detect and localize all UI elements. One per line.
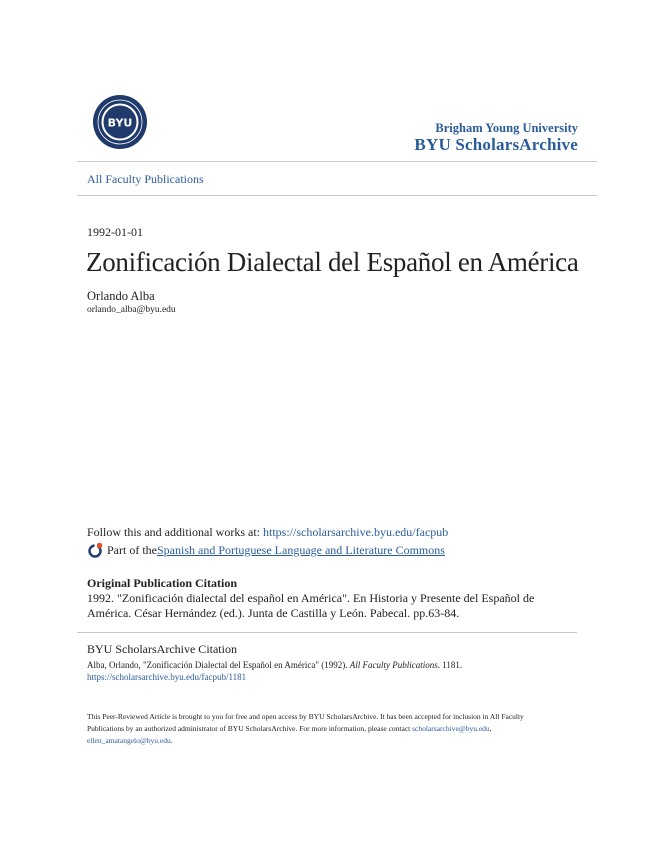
institution-header (414, 121, 578, 155)
footer-sep: , (489, 724, 492, 733)
collection-link[interactable]: All Faculty Publications (87, 172, 204, 186)
seal-text: BYU (107, 116, 133, 130)
archive-citation-before: Alba, Orlando, "Zonificación Dialectal del Español en América" (1992). (87, 660, 350, 670)
archive-citation-series: All Faculty Publications (349, 660, 438, 670)
document-title: Zonificación Dialectal del Español en América (86, 247, 579, 277)
archive-citation-url[interactable]: https://scholarsarchive.byu.edu/facpub/1181 (87, 672, 247, 682)
author-email: orlando_alba@byu.edu (87, 305, 176, 315)
footer-notice (87, 711, 557, 747)
original-citation-text: 1992. "Zonificación dialectal del español en América". En Historia y Presente del Español de América. César Hernández (ed.). Junta de Castilla y León. Pabecal. pp.63-84. (87, 591, 535, 620)
network-commons-icon (87, 542, 103, 558)
follow-prefix: Follow this and additional works at: (87, 525, 263, 539)
institution-name: Brigham Young University (435, 121, 578, 135)
footer-end: . (170, 736, 173, 745)
archive-citation-heading: BYU ScholarsArchive Citation (87, 642, 237, 656)
author-name: Orlando Alba (87, 289, 155, 303)
divider-top (77, 161, 597, 162)
publication-date: 1992-01-01 (87, 225, 143, 239)
commons-link[interactable]: Spanish and Portuguese Language and Literature Commons (157, 542, 445, 557)
byu-seal-logo (92, 94, 148, 150)
archive-name: BYU ScholarsArchive (414, 135, 578, 154)
original-citation-heading: Original Publication Citation (87, 576, 238, 590)
archive-citation-text (87, 659, 567, 683)
contact-email-1[interactable]: scholarsarchive@byu.edu (412, 724, 490, 733)
follow-line (87, 525, 448, 540)
footer-text: This Peer-Reviewed Article is brought to you for free and open access by BYU ScholarsArchive. It has been accepted for inclusion in All Faculty Publications by an authorized administrator of BYU ScholarsArchive. For more information, please contact (87, 712, 524, 733)
divider-citation (77, 632, 577, 633)
archive-citation-after: . 1181. (437, 660, 463, 670)
part-of-line (87, 542, 445, 558)
contact-email-2[interactable]: ellen_amatangelo@byu.edu (87, 736, 171, 745)
facpub-link[interactable]: https://scholarsarchive.byu.edu/facpub (263, 525, 449, 539)
part-of-prefix: Part of the (107, 542, 157, 557)
divider-collection (77, 195, 597, 196)
